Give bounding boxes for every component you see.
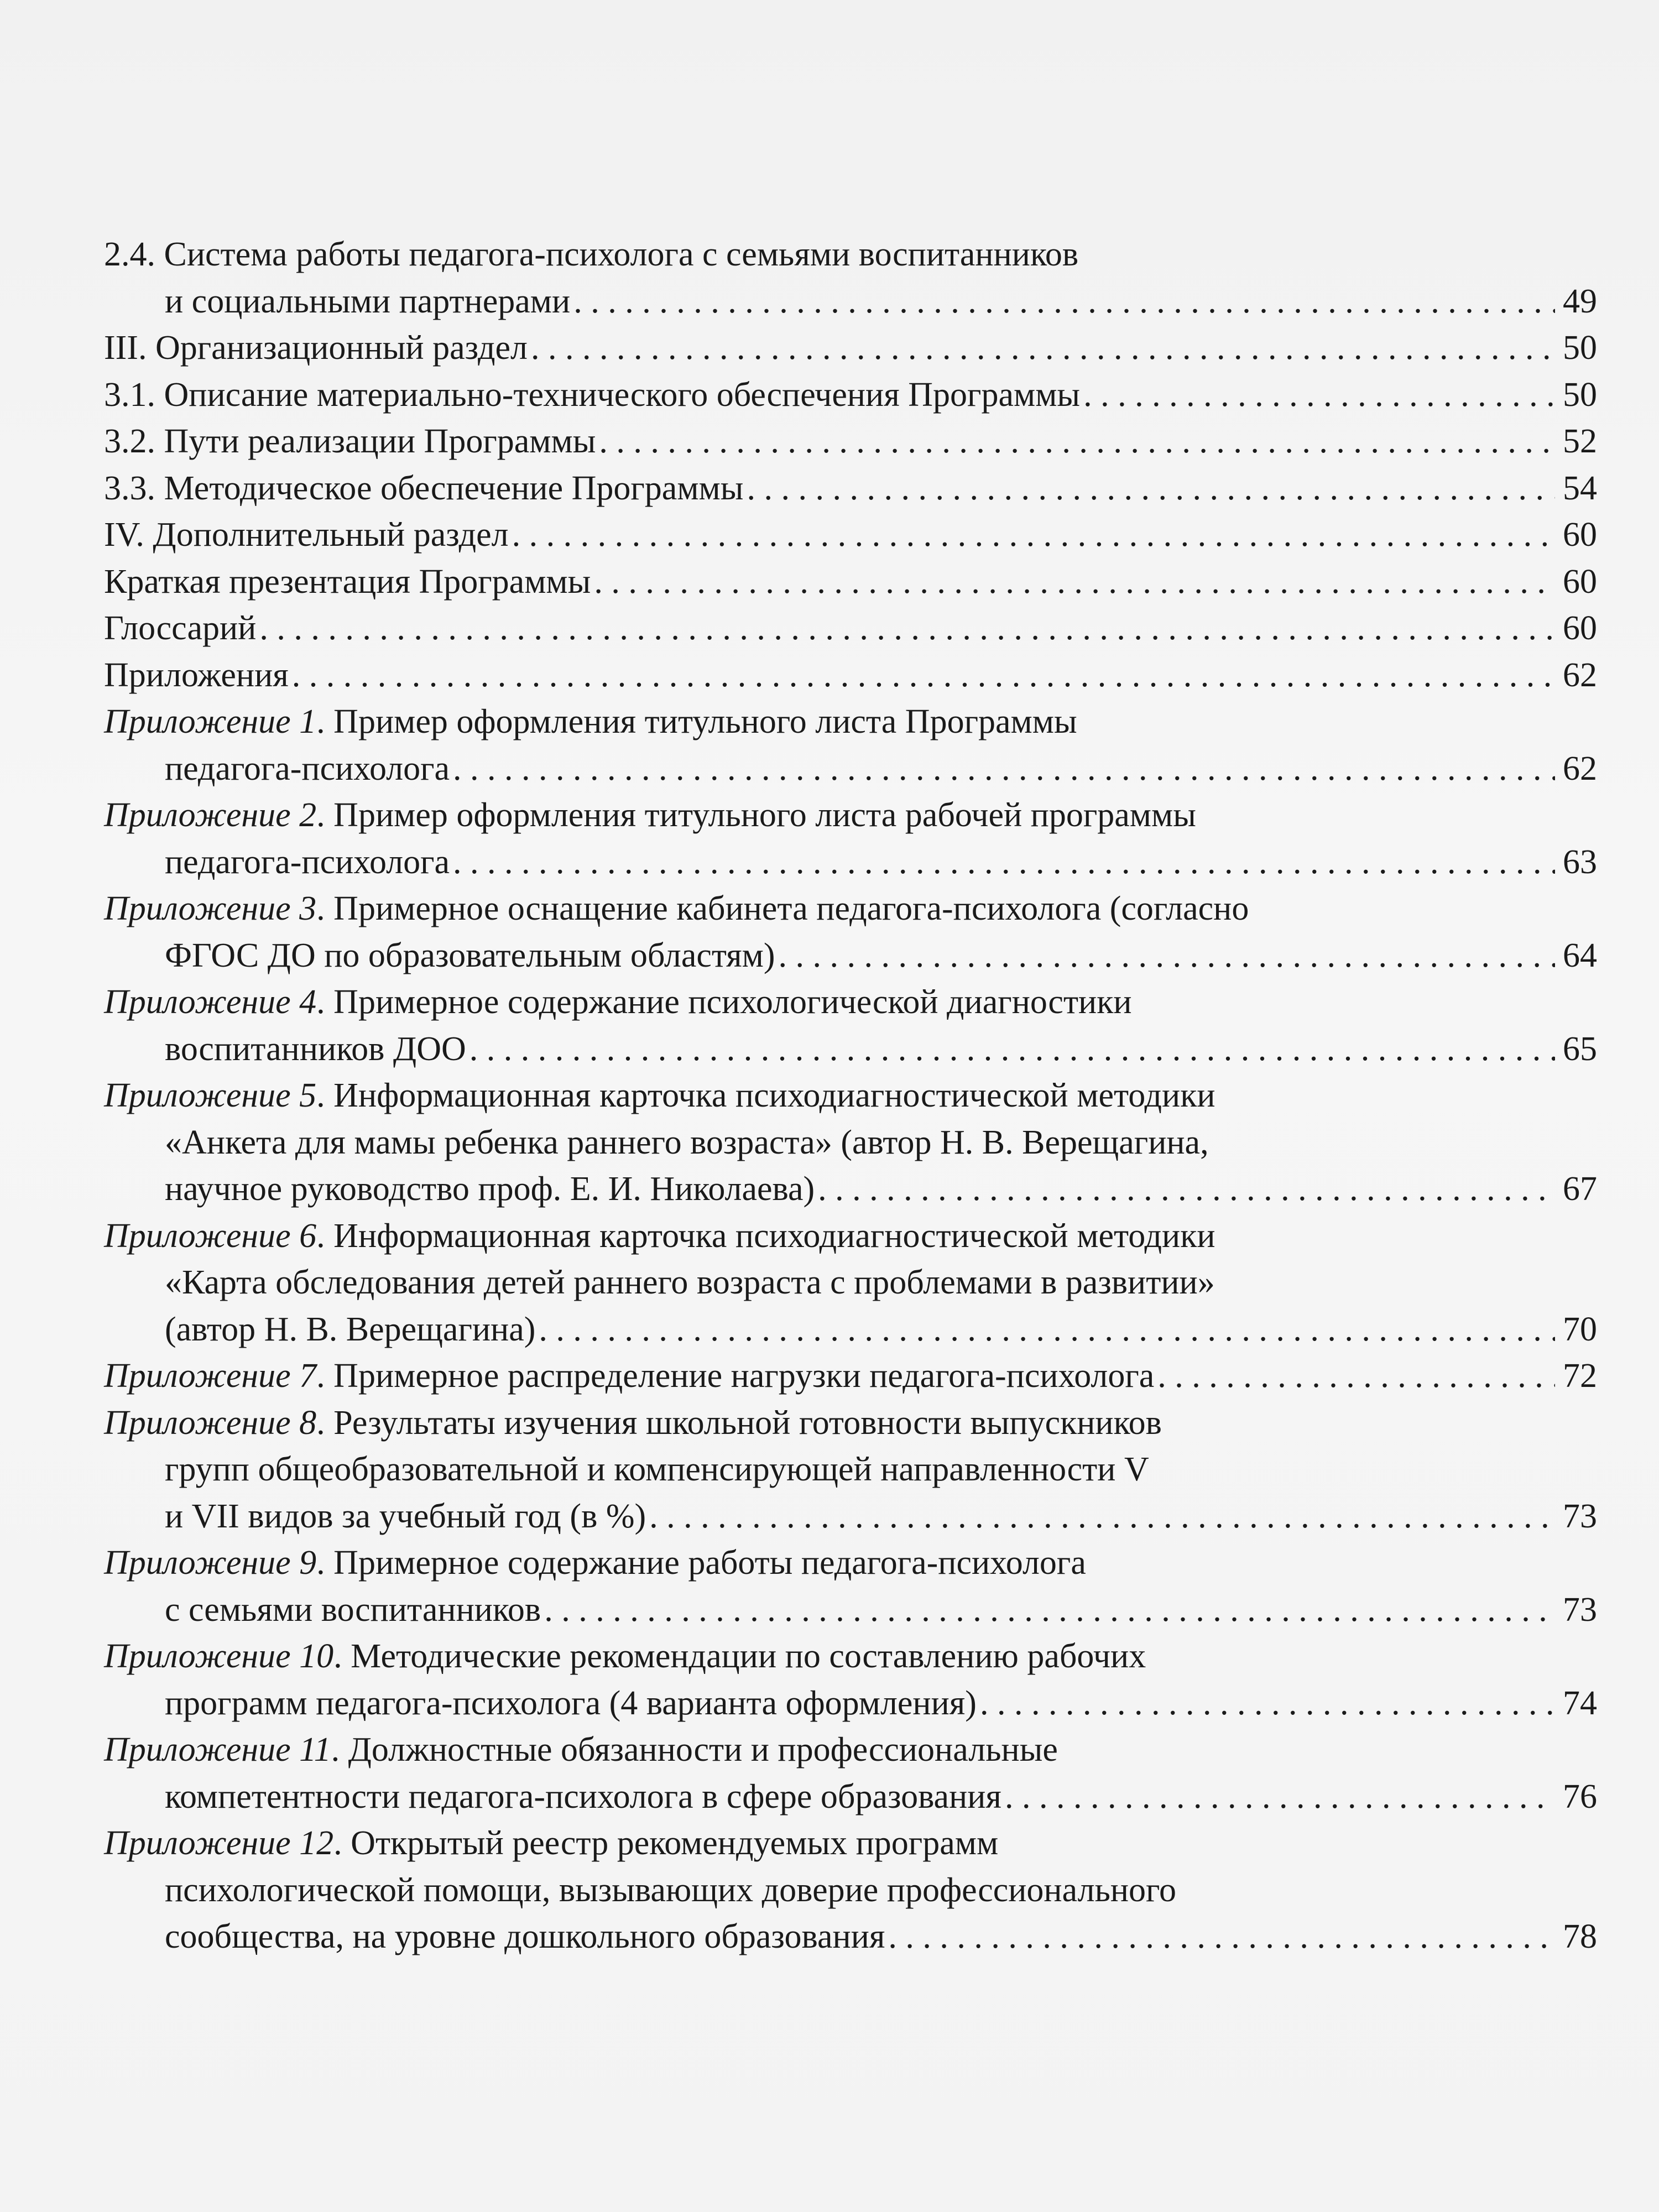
- toc-entry: [104, 325, 1597, 372]
- page-number: 62: [1563, 749, 1597, 787]
- appendix-label: Приложение 8: [104, 1404, 317, 1442]
- dot-leader: [539, 1306, 1555, 1353]
- dot-leader: [1005, 1773, 1555, 1820]
- toc-entry-text: [104, 231, 1078, 278]
- toc-entry-title: . Примерное содержание работы педагога-психолога: [316, 1544, 1086, 1582]
- toc-entry: [104, 1026, 1597, 1073]
- dot-leader: [453, 745, 1555, 792]
- toc-entry: [104, 1213, 1597, 1260]
- page-number: 76: [1563, 1777, 1597, 1815]
- toc-entry: [104, 1726, 1597, 1773]
- toc-entry-text: [165, 278, 570, 325]
- toc-entry-title: . Примерное оснащение кабинета педагога-психолога (согласно: [316, 890, 1249, 927]
- toc-entry-text: [104, 885, 1249, 932]
- table-of-contents: [104, 231, 1597, 1960]
- toc-entry: [104, 932, 1597, 979]
- toc-entry: [104, 1259, 1597, 1306]
- toc-entry-text: [165, 1306, 535, 1353]
- page-number: 60: [1563, 516, 1597, 554]
- toc-entry-text: [165, 1259, 1215, 1306]
- toc-entry: [104, 1773, 1597, 1820]
- toc-entry: [104, 1633, 1597, 1680]
- toc-entry: [104, 559, 1597, 606]
- page-number: 60: [1563, 562, 1597, 601]
- toc-entry-title: IV. Дополнительный раздел: [104, 516, 509, 554]
- page-number: 60: [1563, 609, 1597, 647]
- toc-entry: [104, 792, 1597, 839]
- appendix-label: Приложение 7: [104, 1357, 317, 1395]
- toc-entry-title: . Должностные обязанности и профессиональные: [331, 1731, 1058, 1768]
- toc-entry-text: [104, 372, 1080, 419]
- toc-entry-text: [104, 1213, 1215, 1260]
- toc-entry-text: [104, 652, 289, 699]
- dot-leader: [980, 1680, 1555, 1727]
- toc-entry-title: ФГОС ДО по образовательным областям): [165, 936, 775, 974]
- toc-entry-text: [165, 1587, 541, 1634]
- toc-entry-text: [165, 1119, 1209, 1166]
- dot-leader: [888, 1913, 1555, 1960]
- toc-entry-text: [104, 325, 528, 372]
- page-number: 67: [1563, 1170, 1597, 1208]
- dot-leader: [1083, 372, 1555, 419]
- toc-entry-title: групп общеобразовательной и компенсирующей направленности V: [165, 1451, 1149, 1488]
- toc-entry: [104, 1119, 1597, 1166]
- dot-leader: [599, 418, 1555, 465]
- toc-entry: [104, 465, 1597, 512]
- page-number: 65: [1563, 1030, 1597, 1068]
- toc-entry-title: . Результаты изучения школьной готовности выпускников: [316, 1404, 1162, 1442]
- toc-entry: [104, 278, 1597, 325]
- toc-entry-text: [165, 1680, 977, 1727]
- toc-entry-title: и социальными партнерами: [165, 282, 571, 320]
- toc-entry: [104, 1493, 1597, 1540]
- toc-entry-title: Краткая презентация Программы: [104, 562, 591, 601]
- toc-entry: [104, 1166, 1597, 1213]
- toc-entry-title: . Информационная карточка психодиагностической методики: [316, 1077, 1215, 1114]
- toc-entry-title: . Примерное распределение нагрузки педагога-психолога: [316, 1357, 1155, 1395]
- toc-entry-title: «Карта обследования детей раннего возраста с проблемами в развитии»: [165, 1264, 1215, 1301]
- toc-entry-text: [165, 839, 450, 886]
- toc-entry-text: [165, 1166, 815, 1213]
- toc-entry-text: [104, 1820, 998, 1867]
- dot-leader: [292, 652, 1555, 699]
- toc-entry-title: 3.3. Методическое обеспечение Программы: [104, 469, 744, 507]
- page-number: 78: [1563, 1918, 1597, 1955]
- toc-entry-title: программ педагога-психолога (4 варианта оформления): [165, 1684, 977, 1722]
- dot-leader: [818, 1166, 1555, 1213]
- toc-entry-text: [104, 605, 256, 652]
- toc-entry-title: . Методические рекомендации по составлению рабочих: [333, 1637, 1146, 1675]
- dot-leader: [453, 839, 1555, 886]
- page-number: 72: [1563, 1357, 1597, 1395]
- dot-leader: [259, 605, 1555, 652]
- toc-entry-text: [104, 1540, 1086, 1587]
- page-number: 73: [1563, 1590, 1597, 1629]
- page-number: 50: [1563, 375, 1597, 414]
- toc-entry: [104, 1400, 1597, 1447]
- page-number: 62: [1563, 656, 1597, 694]
- appendix-label: Приложение 5: [104, 1077, 317, 1114]
- toc-entry: [104, 1540, 1597, 1587]
- dot-leader: [649, 1493, 1555, 1540]
- toc-entry: [104, 512, 1597, 559]
- page-number: 73: [1563, 1497, 1597, 1535]
- appendix-label: Приложение 12: [104, 1824, 334, 1862]
- toc-entry-text: [104, 1353, 1154, 1400]
- page-number: 49: [1563, 282, 1597, 320]
- toc-entry-title: сообщества, на уровне дошкольного образования: [165, 1918, 885, 1955]
- page-number: 50: [1563, 329, 1597, 367]
- toc-entry: [104, 885, 1597, 932]
- toc-entry-text: [165, 1026, 466, 1073]
- toc-entry: [104, 231, 1597, 278]
- dot-leader: [512, 512, 1555, 559]
- toc-entry-title: педагога-психолога: [165, 749, 450, 787]
- toc-entry-text: [104, 559, 591, 606]
- appendix-label: Приложение 10: [104, 1637, 334, 1675]
- toc-entry: [104, 1913, 1597, 1960]
- toc-entry-text: [165, 1446, 1149, 1493]
- toc-entry: [104, 418, 1597, 465]
- appendix-label: Приложение 6: [104, 1217, 317, 1255]
- toc-entry-title: . Информационная карточка психодиагностической методики: [316, 1217, 1215, 1255]
- toc-entry: [104, 1306, 1597, 1353]
- toc-entry-text: [104, 418, 596, 465]
- toc-entry-text: [104, 792, 1196, 839]
- toc-entry-text: [165, 1867, 1176, 1914]
- appendix-label: Приложение 9: [104, 1544, 317, 1582]
- page-number: 74: [1563, 1684, 1597, 1722]
- toc-entry-text: [104, 512, 509, 559]
- toc-entry-title: . Пример оформления титульного листа Программы: [316, 703, 1077, 740]
- appendix-label: Приложение 11: [104, 1731, 331, 1768]
- toc-entry-text: [165, 1773, 1001, 1820]
- toc-entry-title: . Открытый реестр рекомендуемых программ: [333, 1824, 999, 1862]
- appendix-label: Приложение 2: [104, 796, 317, 834]
- toc-entry: [104, 745, 1597, 792]
- toc-entry-text: [104, 1400, 1162, 1447]
- dot-leader: [531, 325, 1555, 372]
- dot-leader: [779, 932, 1555, 979]
- dot-leader: [747, 465, 1555, 512]
- toc-entry-text: [165, 1913, 885, 1960]
- toc-entry-text: [104, 698, 1077, 745]
- toc-entry-text: [165, 745, 450, 792]
- toc-entry: [104, 652, 1597, 699]
- toc-entry-title: . Примерное содержание психологической диагностики: [316, 983, 1132, 1021]
- page-number: 70: [1563, 1310, 1597, 1348]
- toc-entry: [104, 1680, 1597, 1727]
- dot-leader: [469, 1026, 1555, 1073]
- toc-entry-title: научное руководство проф. Е. И. Николаева): [165, 1170, 815, 1208]
- toc-entry-text: [104, 1726, 1058, 1773]
- toc-entry: [104, 698, 1597, 745]
- toc-entry: [104, 1587, 1597, 1634]
- toc-entry-text: [104, 979, 1132, 1026]
- toc-entry: [104, 1820, 1597, 1867]
- toc-entry-text: [104, 1072, 1215, 1119]
- toc-entry: [104, 1446, 1597, 1493]
- toc-entry: [104, 839, 1597, 886]
- toc-entry: [104, 1867, 1597, 1914]
- appendix-label: Приложение 3: [104, 890, 317, 927]
- toc-entry-text: [165, 1493, 646, 1540]
- page-number: 63: [1563, 843, 1597, 881]
- toc-entry: [104, 1353, 1597, 1400]
- toc-entry-title: 3.2. Пути реализации Программы: [104, 422, 596, 460]
- toc-entry-text: [104, 1633, 1146, 1680]
- dot-leader: [1157, 1353, 1555, 1400]
- appendix-label: Приложение 1: [104, 703, 317, 740]
- toc-entry-title: . Пример оформления титульного листа рабочей программы: [316, 796, 1196, 834]
- toc-entry-title: Приложения: [104, 656, 289, 694]
- page-number: 52: [1563, 422, 1597, 460]
- toc-entry-title: воспитанников ДОО: [165, 1030, 466, 1068]
- toc-entry-title: с семьями воспитанников: [165, 1590, 541, 1629]
- dot-leader: [594, 559, 1555, 606]
- toc-entry-text: [104, 465, 743, 512]
- page-number: 64: [1563, 936, 1597, 974]
- toc-entry: [104, 1072, 1597, 1119]
- toc-entry-title: «Анкета для мамы ребенка раннего возраста» (автор Н. В. Верещагина,: [165, 1123, 1209, 1161]
- dot-leader: [544, 1587, 1555, 1634]
- toc-entry: [104, 605, 1597, 652]
- toc-entry-title: компетентности педагога-психолога в сфере образования: [165, 1777, 1001, 1815]
- page-number: 54: [1563, 469, 1597, 507]
- toc-entry-title: (автор Н. В. Верещагина): [165, 1310, 536, 1348]
- toc-entry: [104, 979, 1597, 1026]
- toc-entry-title: и VII видов за учебный год (в %): [165, 1497, 646, 1535]
- toc-entry-title: III. Организационный раздел: [104, 329, 528, 367]
- toc-entry-text: [165, 932, 775, 979]
- dot-leader: [573, 278, 1555, 325]
- appendix-label: Приложение 4: [104, 983, 317, 1021]
- toc-entry-title: Глоссарий: [104, 609, 257, 647]
- toc-entry-title: 2.4. Система работы педагога-психолога с семьями воспитанников: [104, 236, 1079, 273]
- toc-entry-title: 3.1. Описание материально-технического обеспечения Программы: [104, 375, 1081, 414]
- toc-entry-title: психологической помощи, вызывающих доверие профессионального: [165, 1871, 1176, 1909]
- toc-entry: [104, 372, 1597, 419]
- toc-entry-title: педагога-психолога: [165, 843, 450, 881]
